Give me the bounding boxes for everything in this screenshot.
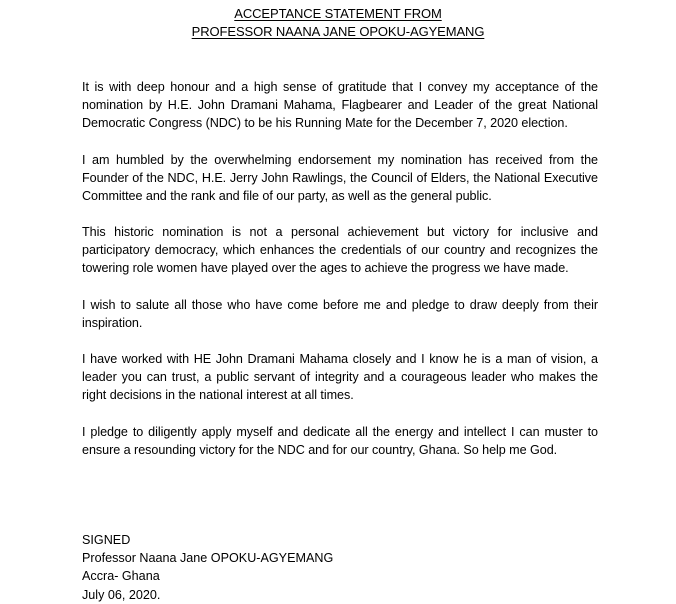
title-line-2: PROFESSOR NAANA JANE OPOKU-AGYEMANG	[191, 24, 485, 39]
signatory-name: Professor Naana Jane OPOKU-AGYEMANG	[82, 551, 334, 566]
signed-label: SIGNED	[82, 533, 131, 547]
paragraph-acceptance: It is with deep honour and a high sense of gratitude that I convey my acceptance of the nomination by H.E. John Dramani Mahama, Flagbearer and Leader of the great National Democratic Congress (NDC) to be his Running Mate for the December 7, 2020 election.	[82, 80, 598, 131]
signatory-place: Accra- Ghana	[82, 569, 160, 584]
title-line-1: ACCEPTANCE STATEMENT FROM	[234, 6, 442, 21]
statement-title	[0, 5, 676, 41]
signature-date: July 06, 2020.	[82, 587, 161, 602]
statement-body	[82, 78, 598, 477]
paragraph-endorsement: I am humbled by the overwhelming endorsement my nomination has received from the Founder of the NDC, H.E. Jerry John Rawlings, the Council of Elders, the National Executive Committee and the rank and file of our party, as well as the general public.	[82, 152, 598, 203]
paragraph-salute: I wish to salute all those who have come before me and pledge to draw deeply from their inspiration.	[82, 297, 598, 330]
paragraph-historic-nomination: This historic nomination is not a personal achievement but victory for inclusive and participatory democracy, which enhances the credentials of our country and recognizes the towering role women have played over the ages to achieve the progress we have made.	[82, 225, 598, 276]
signature-block	[82, 531, 333, 604]
paragraph-pledge: I pledge to diligently apply myself and dedicate all the energy and intellect I can muster to ensure a resounding victory for the NDC and for our country, Ghana. So help me God.	[82, 424, 598, 457]
paragraph-vision: I have worked with HE John Dramani Mahama closely and I know he is a man of vision, a leader you can trust, a public servant of integrity and a courageous leader who makes the right decisions in the national interest at all times.	[82, 352, 598, 403]
